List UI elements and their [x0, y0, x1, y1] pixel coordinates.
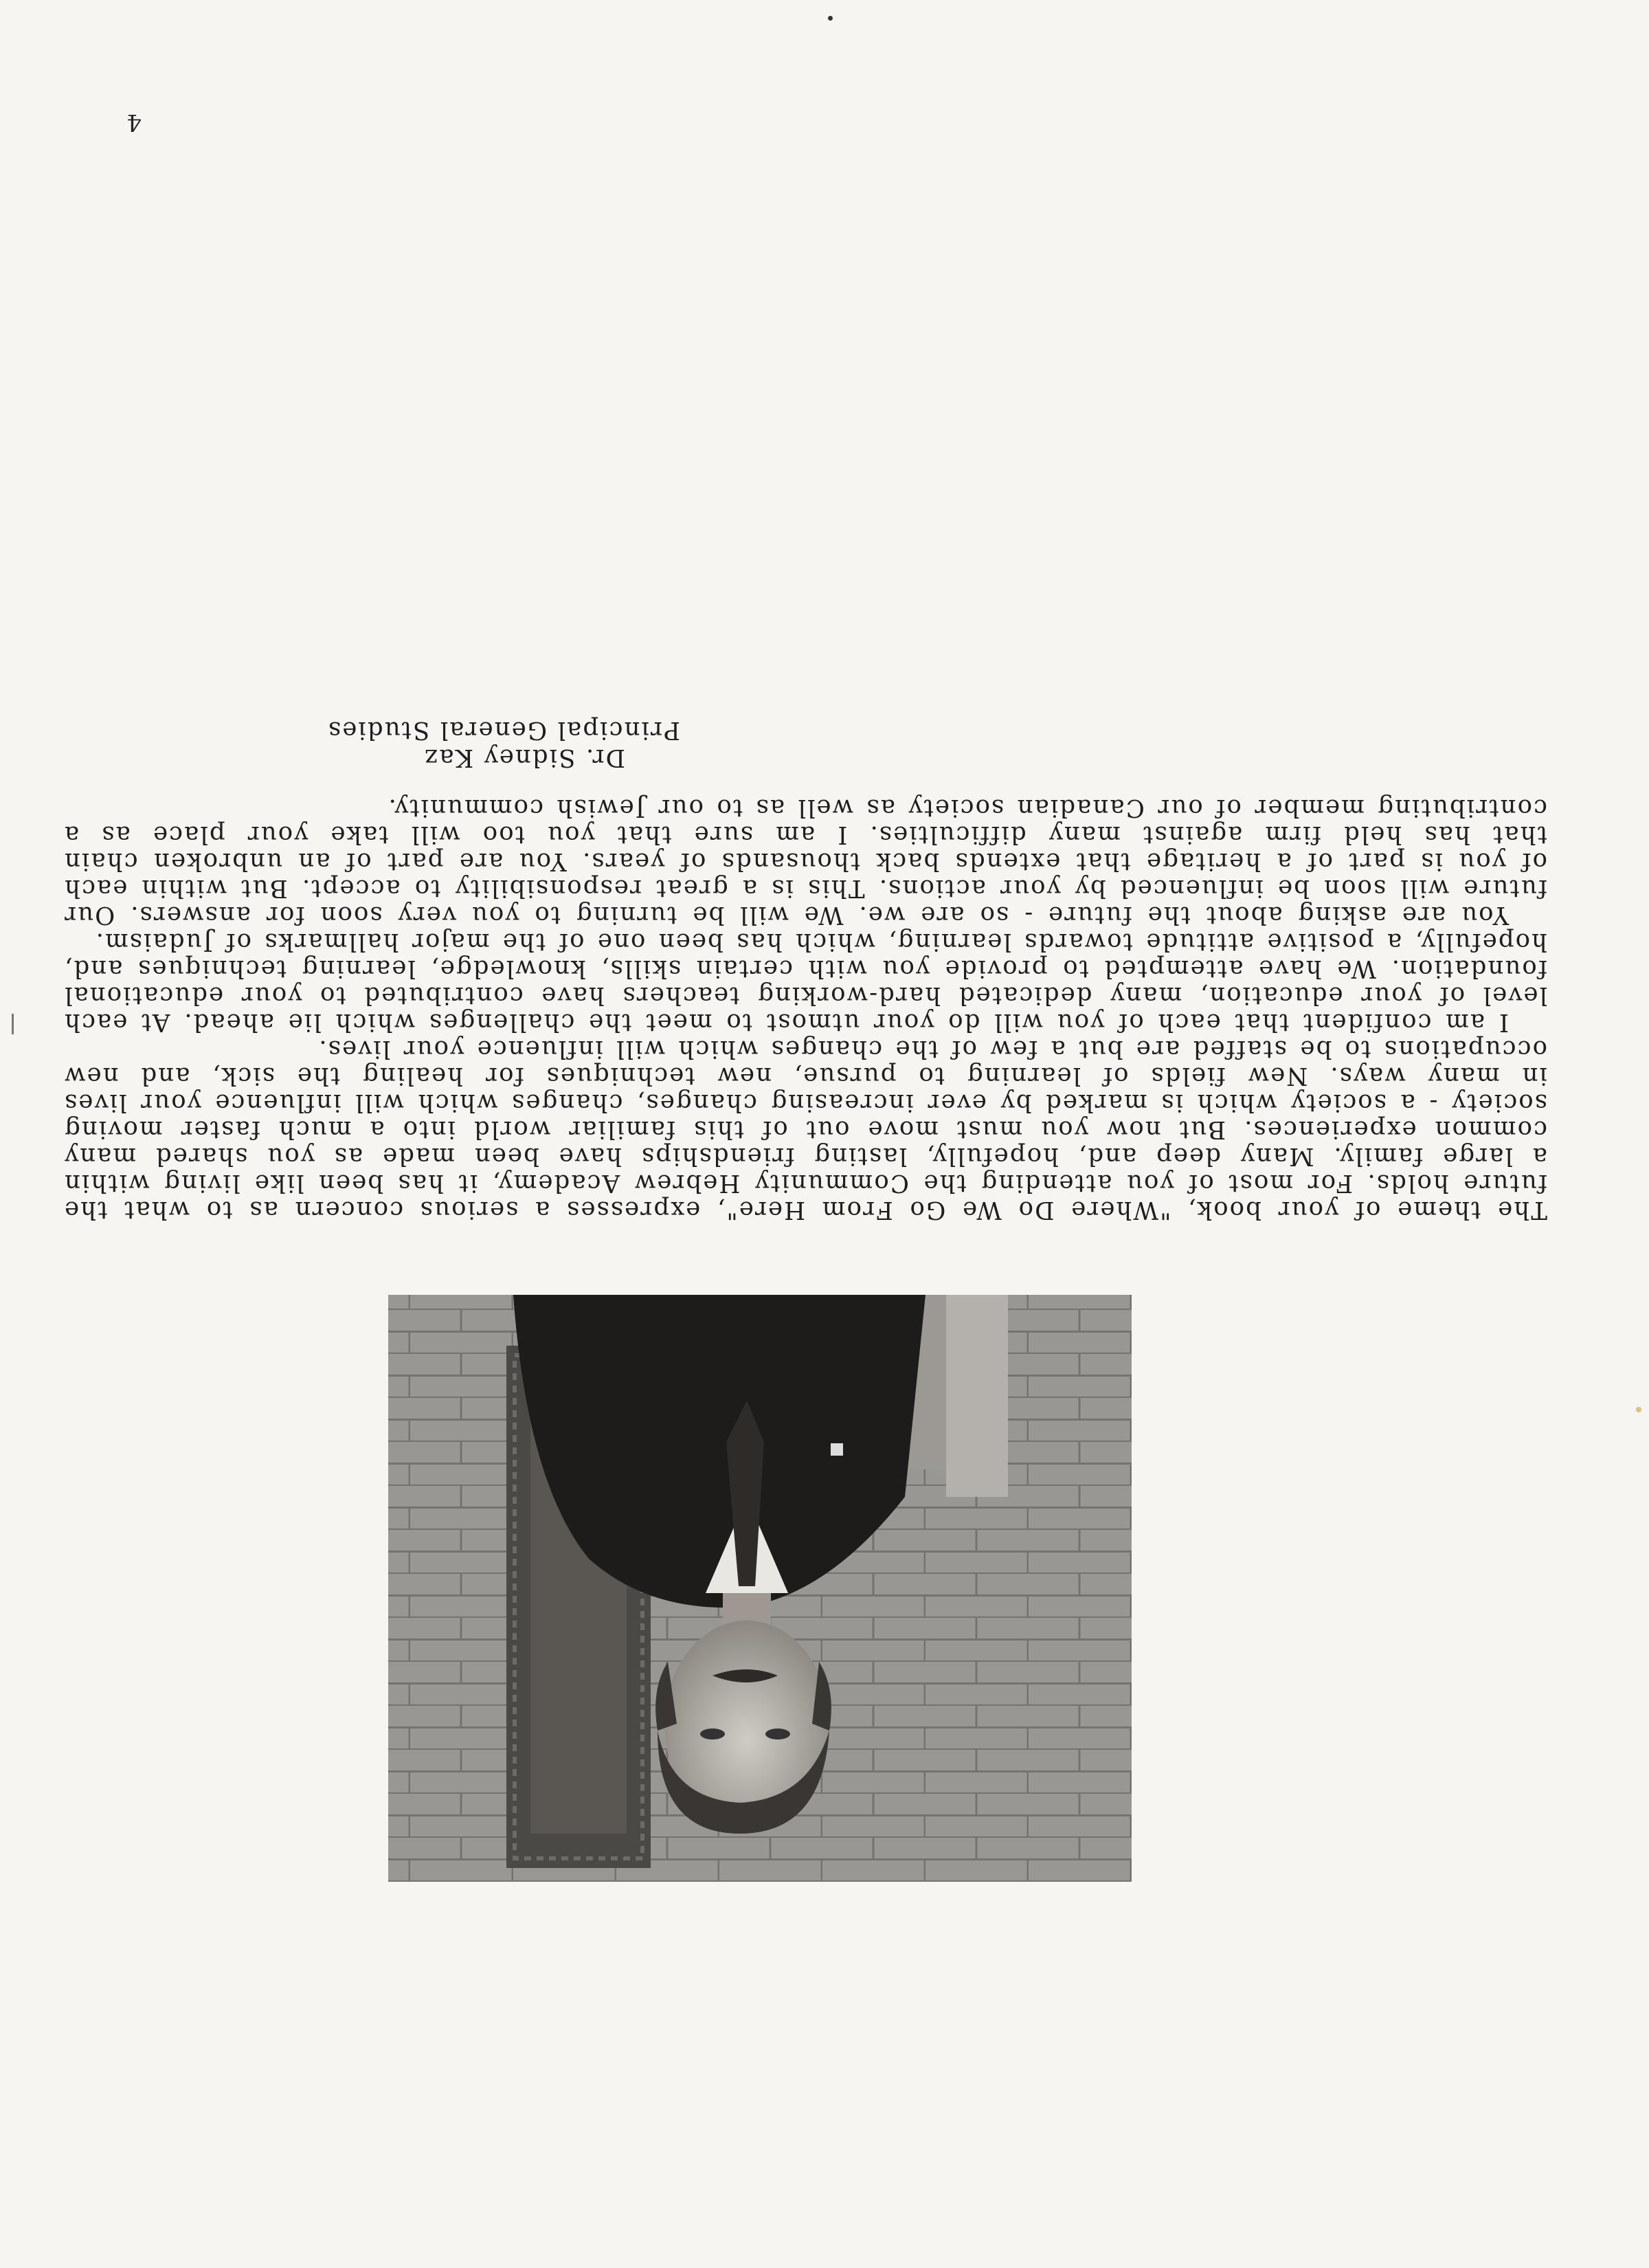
message-paragraph: I am confident that each of you will do your utmost to meet the challenges which lie ahead. At each level of your education, many dedicated hard-working teachers have contributed to your educational foundation. We have attempted to provide you with certain skills, knowledge, learning techniques and, hopefully, a positive attitude towards learning, which has been one of the major hallmarks of Judaism. — [63, 928, 1547, 1036]
page-stain — [1636, 1407, 1641, 1412]
principal-message — [63, 794, 1547, 1223]
signature-title: Principal General Studies — [326, 716, 680, 744]
page-speck — [828, 16, 833, 21]
message-paragraph: The theme of your book, "Where Do We Go From Here", expresses a serious concern as to what the future holds. For most of you attending the Community Hebrew Academy, it has been like living within a large family. Many deep and, hopefully, lasting friendships have been made as you shared many common experiences. But now you must move out of this familiar world into a much faster moving society - a society which is marked by ever increasing changes, changes which will influence your lives in many ways. New fields of learning to pursue, new techniques for healing the sick, and new occupations to be staffed are but a few of the changes which will influence your lives. — [63, 1035, 1547, 1224]
portrait-illustration — [388, 1295, 1132, 1882]
signature-block — [327, 716, 680, 771]
page-number: 4 — [126, 109, 142, 136]
signature-name: Dr. Sidney Kaz — [423, 744, 625, 772]
principal-portrait-photo — [388, 1295, 1132, 1882]
page-mark — [12, 1014, 14, 1034]
message-paragraph: You are asking about the future - so are we. We will be turning to you very soon for answers. Our future will soon be influenced by your actions. This is a great responsibility to accept. But within each of you is part of a heritage that extends back thousands of years. You are part of an unbroken chain that has held firm against many difficulties. I am sure that you too will take your place as a contributing member of our Canadian society as well as to our Jewish community. — [63, 794, 1547, 929]
